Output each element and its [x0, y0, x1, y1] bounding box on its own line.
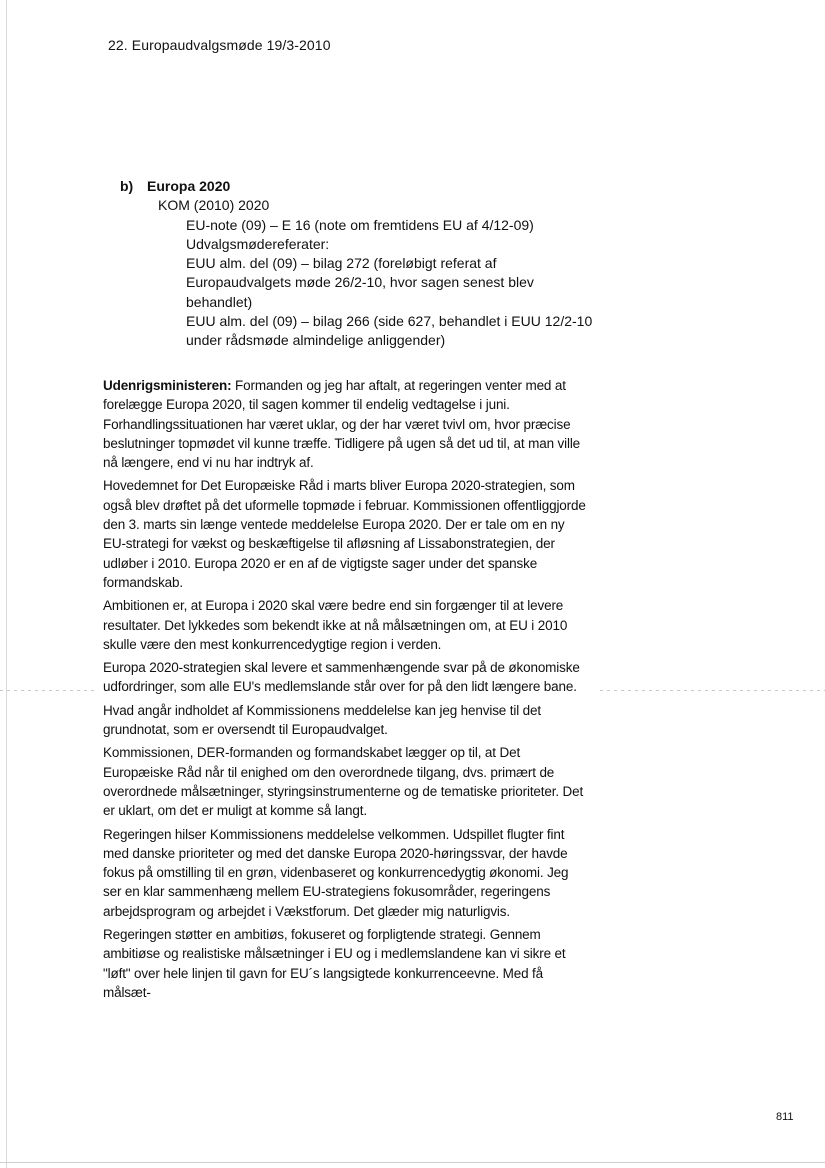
agenda-item-letter: b) [120, 178, 134, 194]
speech-paragraph [103, 376, 589, 472]
speech-paragraph-text: Formanden og jeg har aftalt, at regeringen venter med at forelægge Europa 2020, til sagen kommer til endelig vedtagelse i juni. Forhandlingssituationen har været uklar, og der har været tvivl om, hvor præcise beslutninger topmødet vil kunne træffe. Tidligere på ugen så det ud til, at man ville nå længere, end vi nu har indtryk af. [103, 378, 581, 471]
scan-fold-mark-left [0, 690, 96, 691]
speech-body [103, 376, 589, 1006]
scan-fold-mark-right [600, 690, 825, 691]
agenda-document-list [186, 216, 598, 351]
running-header: 22. Europaudvalgsmøde 19/3-2010 [108, 37, 331, 53]
speech-paragraph: Europa 2020-strategien skal levere et sammenhængende svar på de økonomiske udfordringer, som alle EU's medlemslande står over for på den lidt længere bane. [103, 660, 580, 695]
agenda-document: EU-note (09) – E 16 (note om fremtidens EU af 4/12-09) [186, 216, 534, 233]
speech-paragraph: Regeringen støtter en ambitiøs, fokuseret og forpligtende strategi. Gennem ambitiøse og realistiske målsætninger i EU og i medlemslandene kan vi sikre et "løft" over hele linjen til gavn for EU´s langsigtede konkurrenceevne. Med få målsæt- [103, 927, 566, 1000]
agenda-document: Udvalgsmødereferater: [186, 235, 330, 252]
agenda-item-reference: KOM (2010) 2020 [158, 197, 270, 214]
agenda-document: EUU alm. del (09) – bilag 272 (foreløbigt referat af Europaudvalgets møde 26/2-10, hvor sagen senest blev behandlet) [186, 255, 534, 310]
agenda-item-title: Europa 2020 [147, 178, 231, 194]
scan-edge-bottom [0, 1162, 825, 1163]
page-number: 811 [776, 1111, 794, 1123]
speech-paragraph: Kommissionen, DER-formanden og formandskabet lægger op til, at Det Europæiske Råd når til enighed om den overordnede tilgang, dvs. primært de overordnede målsætninger, styringsinstrumenterne og de tematiske prioriteter. Det er uklart, om det er muligt at komme så langt. [103, 745, 584, 819]
speech-paragraph: Hovedemnet for Det Europæiske Råd i marts bliver Europa 2020-strategien, som også blev drøftet på det uformelle topmøde i februar. Kommissionen offentliggjorde den 3. marts sin længe ventede meddelelse Europa 2020. Der er tale om en ny EU-strategi for vækst og beskæftigelse til afløsning af Lissabonstrategien, der udløber i 2010. Europa 2020 er en af de vigtigste sager under det spanske formandskab. [103, 478, 586, 590]
speech-paragraph: Hvad angår indholdet af Kommissionens meddelelse kan jeg henvise til det grundnotat, som er oversendt til Europaudvalget. [103, 702, 541, 738]
speaker-name: Udenrigsministeren: [103, 378, 232, 393]
agenda-document: EUU alm. del (09) – bilag 266 (side 627, behandlet i EUU 12/2-10 under rådsmøde almindelige anliggender) [186, 313, 593, 349]
speech-paragraph: Ambitionen er, at Europa i 2020 skal være bedre end sin forgænger til at levere resultater. Det lykkedes som bekendt ikke at nå målsætningen om, at EU i 2010 skulle være den mest konkurrencedygtige region i verden. [103, 598, 568, 652]
agenda-item-heading [120, 177, 600, 196]
scan-edge-left [6, 0, 7, 1168]
speech-paragraph: Regeringen hilser Kommissionens meddelelse velkommen. Udspillet flugter fint med danske prioriteter og med det danske Europa 2020-høringssvar, der havde fokus på omstilling til en grøn, videnbaseret og konkurrencedygtig økonomi. Jeg ser en klar sammenhæng mellem EU-strategiens fokusområder, regeringens arbejdsprogram og arbejdet i Vækstforum. Det glæder mig naturligvis. [103, 826, 569, 919]
agenda-item [120, 177, 600, 351]
